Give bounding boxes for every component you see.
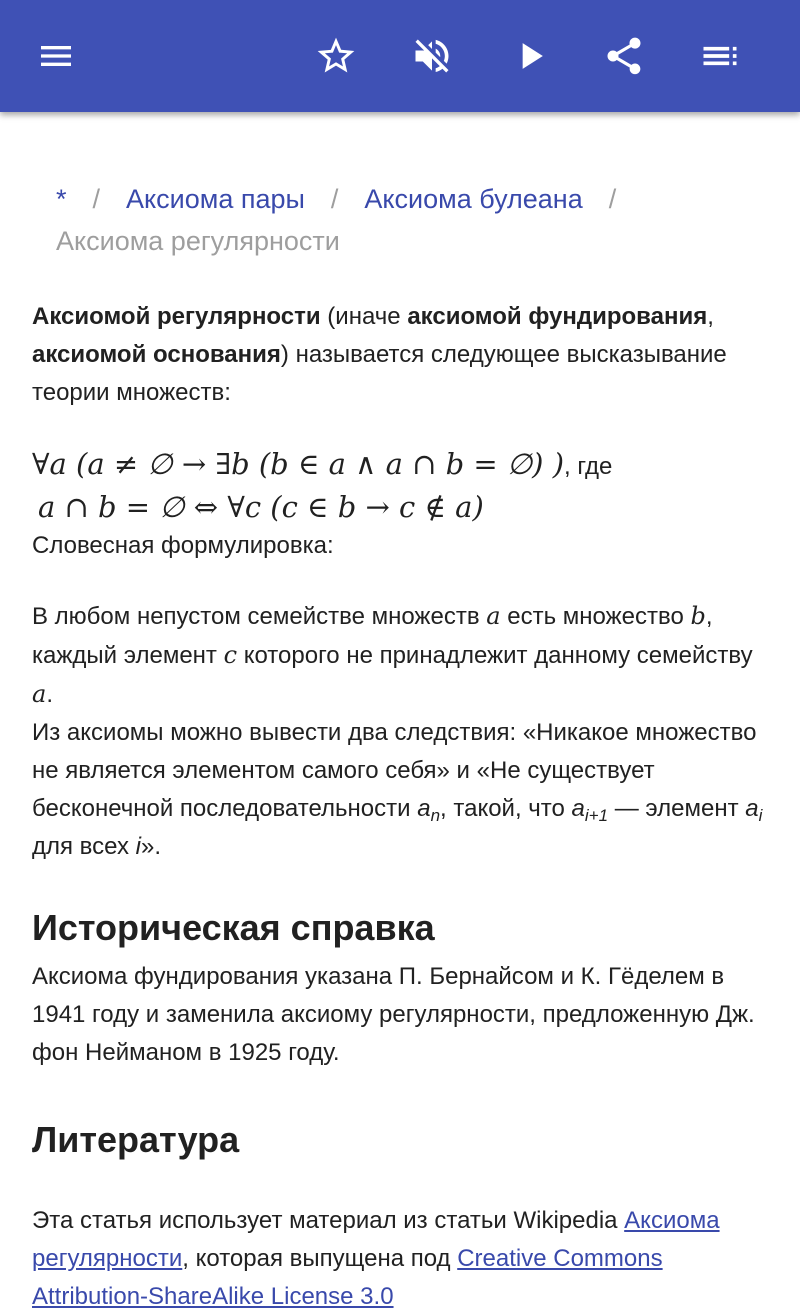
verbal-text: . <box>46 681 53 708</box>
math-variable: a <box>745 795 759 822</box>
breadcrumb-separator: / <box>330 184 339 214</box>
history-heading: Историческая справка <box>32 907 435 948</box>
term-basis: аксиомой основания <box>32 341 281 368</box>
play-button[interactable] <box>502 28 558 84</box>
history-paragraph: Аксиома фундирования указана П. Бернайсом и К. Гёделем в 1941 году и заменила аксиому регулярности, предложенную Дж. фон Нейманом в 1925 году. <box>32 963 755 1066</box>
consequences-text: Из аксиомы можно вывести два следствия: «Никакое множество не является элементом самого себя» и «Не существует бесконечной последовательности <box>32 719 757 822</box>
literature-paragraph <box>32 1202 772 1316</box>
formula-line-1: ∀a (a ≠ ∅ → ∃b (b ∈ a ∧ a ∩ b = ∅) ) <box>32 447 565 481</box>
verbal-text: В любом непустом семействе множеств <box>32 603 487 630</box>
formula-line-2: a ∩ b = ∅ ⇔ ∀c (c ∈ b → c ∉ a) <box>38 490 484 524</box>
consequences-text: , такой, что <box>440 795 572 822</box>
consequences-paragraph <box>32 714 772 866</box>
app-bar <box>0 0 800 112</box>
consequences-text: ». <box>140 833 161 860</box>
literature-text: Эта статья использует материал из статьи Wikipedia <box>32 1207 625 1234</box>
formula-where: , где <box>564 453 613 480</box>
verbal-label: Словесная формулировка: <box>32 532 334 559</box>
verbal-text: которого не принадлежит данному семейству <box>237 642 753 669</box>
intro-text: , <box>707 303 714 330</box>
verbal-statement <box>32 597 772 714</box>
literature-text: , которая выпущена под <box>182 1245 458 1272</box>
license-link[interactable]: Creative Commons Attribution-ShareAlike License 3.0 <box>32 1245 663 1310</box>
breadcrumb <box>32 178 772 262</box>
breadcrumb-separator: / <box>608 184 617 214</box>
math-variable: a <box>486 602 501 630</box>
math-variable: a <box>571 795 585 822</box>
math-subscript: i+1 <box>584 806 609 825</box>
mute-button[interactable] <box>404 28 460 84</box>
menu-button[interactable] <box>28 28 84 84</box>
intro-paragraph <box>32 298 772 412</box>
term-foundation: аксиомой фундирования <box>407 303 708 330</box>
intro-text: ) называется следующее высказывание теории множеств: <box>32 341 727 406</box>
share-button[interactable] <box>596 28 652 84</box>
verbal-text: , каждый элемент <box>32 603 713 669</box>
breadcrumb-current: Аксиома регулярности <box>56 226 340 256</box>
math-variable: c <box>223 641 238 669</box>
intro-text: (иначе <box>320 303 408 330</box>
breadcrumb-separator: / <box>92 184 101 214</box>
wikipedia-article-link[interactable]: Аксиома регулярности <box>32 1207 720 1272</box>
math-variable: a <box>417 795 431 822</box>
toc-button[interactable] <box>692 28 748 84</box>
breadcrumb-link-pair-axiom[interactable]: Аксиома пары <box>126 184 305 214</box>
share-icon <box>602 34 646 78</box>
verbal-text: есть множество <box>500 603 691 630</box>
consequences-text: для всех <box>32 833 136 860</box>
math-variable: i <box>135 833 141 860</box>
math-variable: b <box>690 602 706 630</box>
breadcrumb-link-home[interactable]: * <box>56 184 67 214</box>
consequences-text: — элемент <box>608 795 746 822</box>
math-variable: a <box>32 680 47 708</box>
play-icon <box>508 34 552 78</box>
article-content <box>32 112 772 1316</box>
math-subscript: n <box>430 806 441 825</box>
literature-heading: Литература <box>32 1119 240 1160</box>
volume-off-icon <box>410 34 454 78</box>
toc-list-icon <box>698 34 742 78</box>
favorite-button[interactable] <box>308 28 364 84</box>
breadcrumb-link-powerset-axiom[interactable]: Аксиома булеана <box>364 184 583 214</box>
star-outline-icon <box>314 34 358 78</box>
math-subscript: i <box>758 806 763 825</box>
menu-icon <box>36 36 76 76</box>
term-regularity: Аксиомой регулярности <box>32 303 321 330</box>
axiom-formula <box>32 444 772 527</box>
